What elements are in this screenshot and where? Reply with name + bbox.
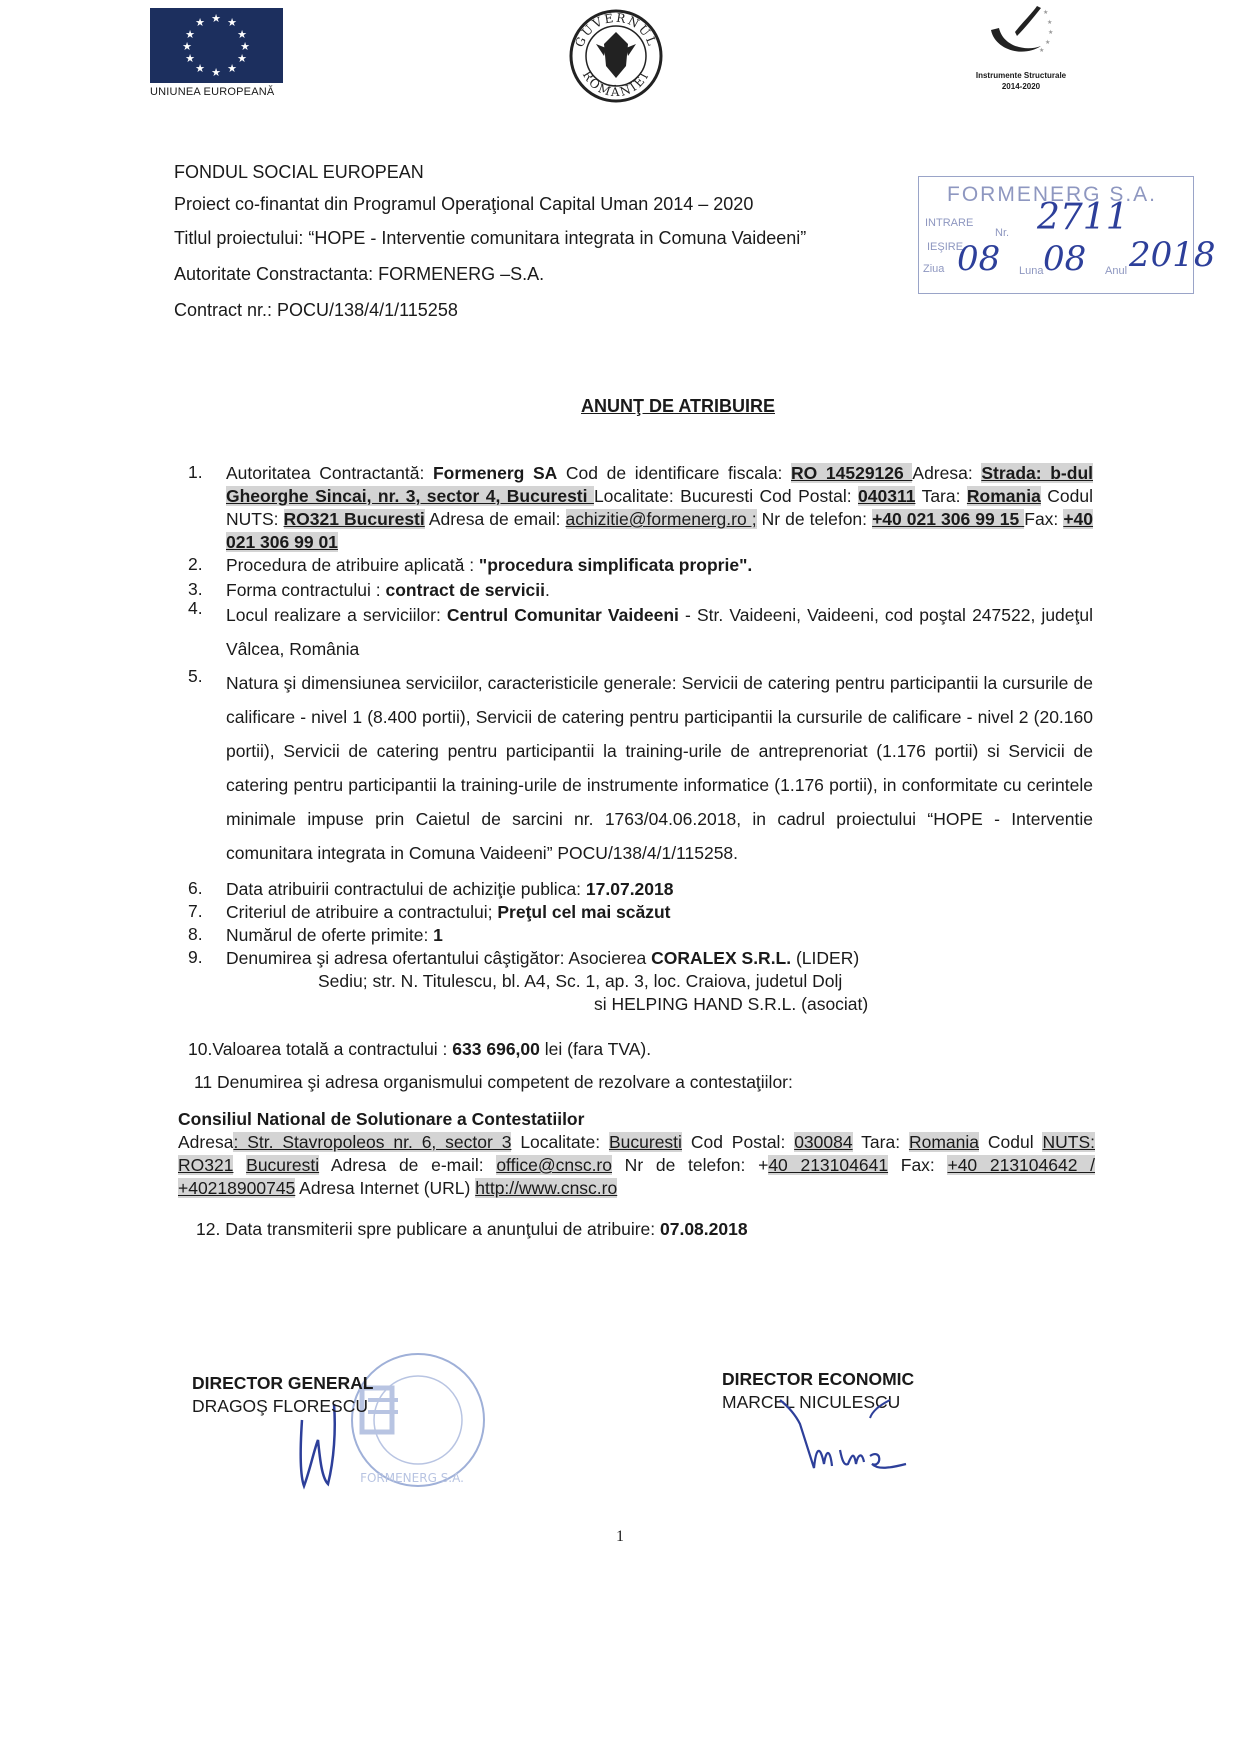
svg-text:★: ★ xyxy=(1048,29,1054,36)
svg-text:★: ★ xyxy=(211,12,221,25)
stamp-day: 08 xyxy=(957,239,1001,279)
list-item: 4. Locul realizare a serviciilor: Centrul Comunitar Vaideeni - Str. Vaideeni, Vaideeni, cod poştal 247522, judeţul Vâlcea, România xyxy=(188,598,1094,659)
header-project-title: Titlul proiectului: “HOPE - Interventie comunitara integrata in Comuna Vaideeni” xyxy=(174,228,807,248)
seal-text: FORMENERG S.A. xyxy=(360,1471,464,1485)
svg-text:★: ★ xyxy=(240,40,250,53)
svg-text:★: ★ xyxy=(1047,19,1053,26)
list-item: 3. Forma contractului : contract de servicii. xyxy=(188,579,550,600)
stamp-label-anul: Anul xyxy=(1105,265,1128,277)
government-seal-logo xyxy=(568,8,664,104)
director-general-title: DIRECTOR GENERAL xyxy=(192,1373,374,1393)
registration-stamp xyxy=(918,176,1216,294)
stamp-number: 2711 xyxy=(1037,197,1129,238)
svg-text:★: ★ xyxy=(1045,39,1051,46)
coat-of-arms-icon xyxy=(568,8,664,104)
seal-stamp-icon xyxy=(348,1350,488,1490)
director-economic-name: MARCEL NICULESCU xyxy=(722,1392,901,1412)
list-item: 9. Denumirea şi adresa ofertantului câştigător: Asocierea CORALEX S.R.L. (LIDER) Sediu; str. N. Titulescu, bl. A4, Sc. 1, ap. 3, loc. Craiova, judetul Dolj si HELPING HAND S.R.L. (asociat) xyxy=(188,947,869,1014)
svg-text:★: ★ xyxy=(195,62,205,75)
cnsc-name: Consiliul National de Solutionare a Contestatiilor xyxy=(178,1109,585,1129)
header-fund: FONDUL SOCIAL EUROPEAN xyxy=(174,162,424,182)
stamp-company: FORMENERG S.A. xyxy=(947,183,1158,206)
total-value: 10.Valoarea totală a contractului : 633 696,00 lei (fara TVA). xyxy=(188,1039,652,1059)
cnsc-website-link[interactable]: http://www.cnsc.ro xyxy=(475,1178,618,1198)
stamp-label-nr: Nr. xyxy=(995,227,1010,239)
svg-text:★: ★ xyxy=(211,66,221,79)
signature-scribble-icon xyxy=(770,1398,920,1478)
list-item: 8. Numărul de oferte primite: 1 xyxy=(188,924,443,945)
seal-bottom-text: ROMÂNIEI xyxy=(579,68,653,100)
signature-left xyxy=(192,1372,374,1418)
director-economic-signature xyxy=(770,1398,920,1478)
header-authority: Autoritate Constractanta: FORMENERG –S.A. xyxy=(174,264,545,284)
director-general-name: DRAGOŞ FLORESCU xyxy=(192,1396,368,1416)
list-item: 7. Criteriul de atribuire a contractului; Preţul cel mai scăzut xyxy=(188,901,671,922)
svg-text:★: ★ xyxy=(227,16,237,29)
page-number: 1 xyxy=(616,1528,624,1545)
cnsc-block: Consiliul National de Solutionare a Contestatiilor Adresa: Str. Stavropoleos nr. 6, sector 3 Localitate: Bucuresti Cod Postal: 030084 Tara: Romania Codul NUTS: RO321 Bucuresti Adresa de e-mail: office@cnsc.ro Nr de telefon: +40 213104641 Fax: +40 213104642 / +40218900745 Adresa Internet (URL) http://www.cnsc.ro xyxy=(178,1109,1095,1198)
swoosh-icon xyxy=(985,2,1055,64)
svg-text:★: ★ xyxy=(195,16,205,29)
authority-email-link[interactable]: achizitie@formenerg.ro ; xyxy=(565,509,757,529)
structural-instruments-logo xyxy=(985,2,1055,64)
svg-text:★: ★ xyxy=(237,28,247,41)
list-item: 2. Procedura de atribuire aplicată : "procedura simplificata proprie". xyxy=(188,554,753,575)
director-economic-title: DIRECTOR ECONOMIC xyxy=(722,1369,915,1389)
stamp-label-intrare: INTRARE xyxy=(925,217,974,229)
cnsc-email-link[interactable]: office@cnsc.ro xyxy=(496,1155,612,1175)
eu-caption: UNIUNEA EUROPEANĂ xyxy=(150,86,275,98)
svg-text:★: ★ xyxy=(227,62,237,75)
publication-date: 12. Data transmiterii spre publicare a anunţului de atribuire: 07.08.2018 xyxy=(196,1219,748,1239)
list-item: 6. Data atribuirii contractului de achiziţie publica: 17.07.2018 xyxy=(188,878,674,899)
stamp-month: 08 xyxy=(1043,239,1087,279)
stamp-label-luna: Luna xyxy=(1019,265,1044,277)
eu-flag-logo xyxy=(150,8,283,83)
structural-instruments-caption: Instrumente Structurale 2014-2020 xyxy=(975,71,1067,91)
svg-text:★: ★ xyxy=(1039,47,1045,54)
stamp-label-ziua: Ziua xyxy=(923,263,945,275)
header-contract: Contract nr.: POCU/138/4/1/115258 xyxy=(174,300,458,320)
stamp-label-iesire: IEŞIRE xyxy=(927,241,964,253)
announcement-body xyxy=(178,462,1095,1241)
stamp-year: 2018 xyxy=(1129,235,1216,275)
svg-text:★: ★ xyxy=(1043,9,1049,16)
svg-text:★: ★ xyxy=(237,52,247,65)
company-seal xyxy=(348,1350,488,1490)
list-item: 5. Natura şi dimensiunea serviciilor, caracteristicile generale: Servicii de catering pentru participantii la cursurile de calificare - nivel 1 (8.400 portii), Servicii de catering pentru participantii la cursurile de calificare - nivel 2 (20.160 portii), Servicii de catering pentru participantii la training-urile de antreprenoriat (1.176 portii) si Servicii de catering pentru participantii la training-urile de instrumente informatice (1.176 portii), in conformitate cu cerintele minimale impuse prin Caietul de sarcini nr. 1763/04.06.2018, in cadrul proiectului “HOPE - Interventie comunitara integrata in Comuna Vaideeni” POCU/138/4/1/115258. xyxy=(188,666,1093,863)
svg-text:★: ★ xyxy=(185,52,195,65)
seal-top-text: GUVERNUL xyxy=(572,10,660,50)
list-item: 1. Autoritatea Contractantă: Formenerg SA Cod de identificare fiscala: RO 14529126 Adresa: Strada: b-dul Gheorghe Sincai, nr. 3, sector 4, Bucuresti Localitate: Bucuresti Cod Postal: 040311 Tara: Romania Codul NUTS: RO321 Bucuresti Adresa de email: achizitie@formenerg.ro ; Nr de telefon: +40 021 306 99 15 Fax: +40 021 306 99 01 xyxy=(188,462,1094,552)
appeals-body-heading: 11 Denumirea şi adresa organismului competent de rezolvare a contestaţiilor: xyxy=(194,1072,793,1092)
svg-text:★: ★ xyxy=(182,40,192,53)
eu-stars-icon xyxy=(150,8,283,83)
document-title: ANUNŢ DE ATRIBUIRE xyxy=(581,396,775,416)
header-programme: Proiect co-finantat din Programul Operaţional Capital Uman 2014 – 2020 xyxy=(174,194,754,214)
svg-text:★: ★ xyxy=(185,28,195,41)
